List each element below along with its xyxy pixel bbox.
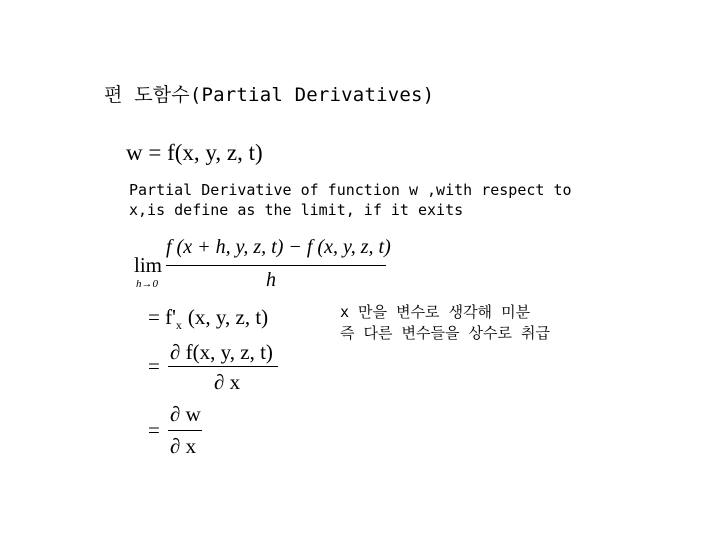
partial-derivative-notation: [148, 305, 268, 333]
leibniz-short-denominator: ∂ x: [170, 434, 197, 458]
leibniz-full-numerator: ∂ f(x, y, z, t): [170, 340, 273, 364]
explanation-note: [340, 302, 550, 344]
fraction-bar: [166, 265, 386, 266]
note-line-1: x 만을 변수로 생각해 미분: [340, 303, 531, 321]
slide-title: 편 도함수(Partial Derivatives): [104, 84, 435, 106]
note-line-2: 즉 다른 변수들을 상수로 취급: [340, 324, 551, 342]
definition-text: [129, 180, 572, 220]
function-definition-equation: w = f(x, y, z, t): [126, 140, 263, 165]
fraction-bar: [168, 430, 202, 431]
partial-derivative-args: (x, y, z, t): [187, 305, 269, 329]
leibniz-short-numerator: ∂ w: [170, 402, 201, 426]
leibniz-full-denominator: ∂ x: [214, 370, 241, 394]
difference-quotient-numerator: f (x + h, y, z, t) − f (x, y, z, t): [166, 236, 391, 258]
definition-line-1: Partial Derivative of function w ,with respect to: [129, 181, 572, 199]
partial-derivative-subscript: x: [175, 318, 182, 332]
partial-derivative-prefix: = f': [148, 305, 176, 329]
equals-sign: =: [148, 418, 160, 442]
equals-sign: =: [148, 354, 160, 378]
definition-line-2: x,is define as the limit, if it exits: [129, 201, 464, 219]
limit-operator: lim: [134, 253, 163, 277]
fraction-bar: [168, 366, 278, 367]
limit-subscript: h→0: [136, 278, 158, 290]
difference-quotient-denominator: h: [266, 269, 276, 291]
